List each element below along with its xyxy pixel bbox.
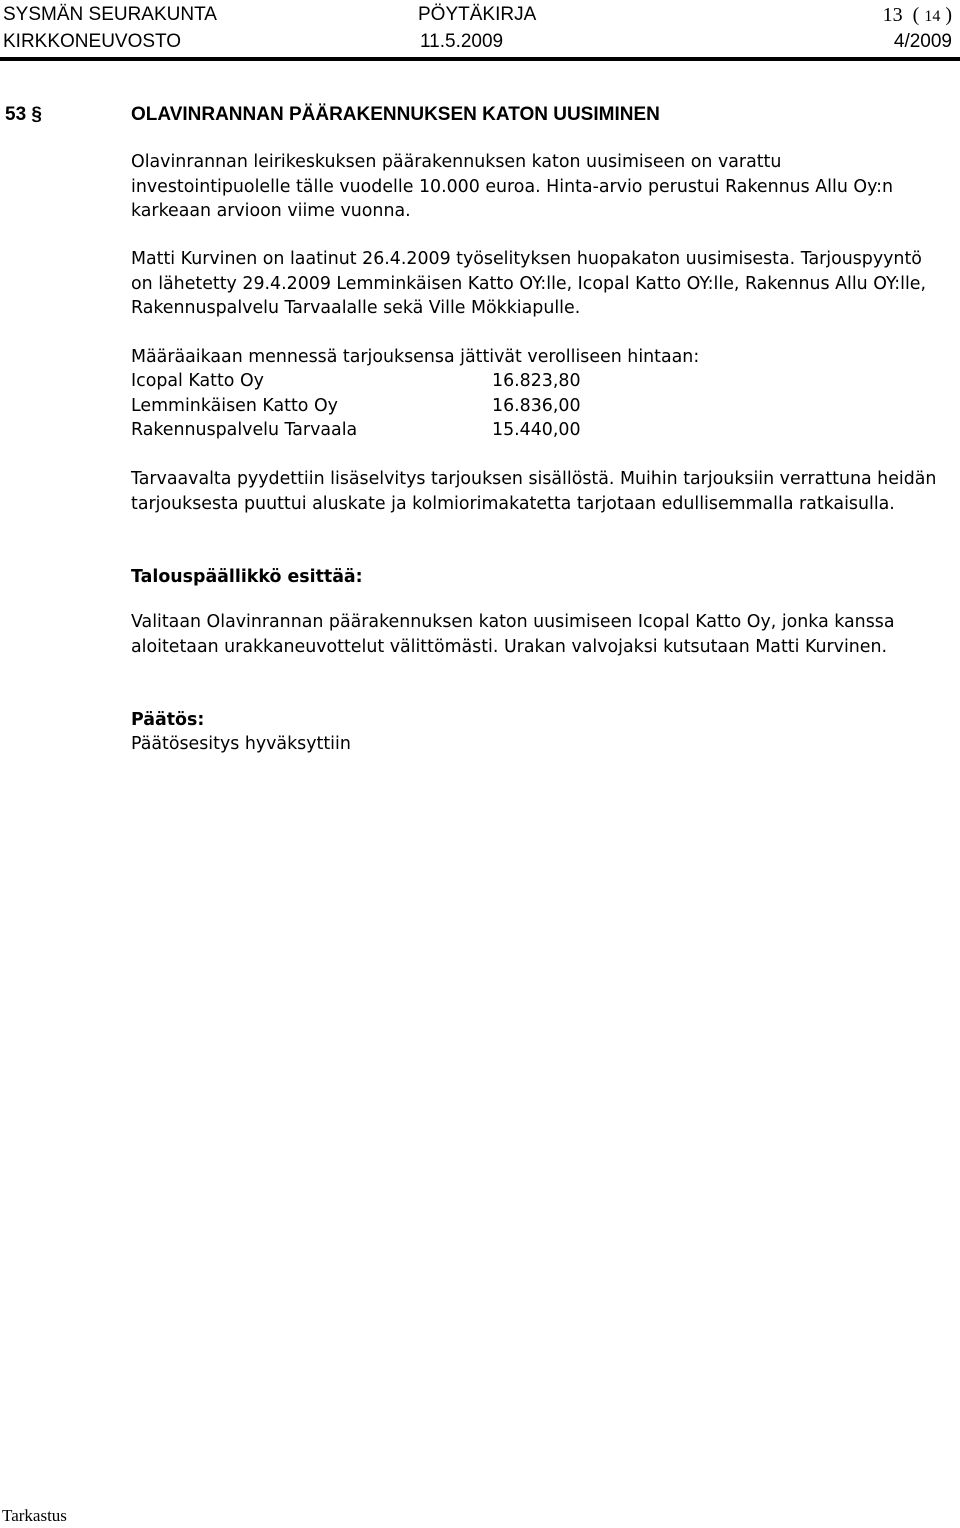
meeting-number: 4/2009 — [893, 31, 952, 52]
table-row — [131, 418, 581, 443]
proposal-text: Valitaan Olavinrannan päärakennuksen katon uusimiseen Icopal Katto Oy, jonka kanssa aloitetaan urakkaneuvottelut välittömästi. Urakan valvojaksi kutsutaan Matti Kurvinen. — [131, 612, 895, 657]
page-open-paren: ( — [912, 4, 920, 26]
header-date: 11.5.2009 — [420, 31, 504, 52]
decision-text: Päätösesitys hyväksyttiin — [131, 734, 351, 754]
page-total: 14 — [924, 8, 941, 25]
bid-price: 16.836,00 — [492, 395, 581, 416]
table-row — [131, 394, 581, 419]
section-number-value: 53 — [5, 104, 27, 125]
decision-heading: Päätös: — [131, 710, 205, 730]
header-divider — [0, 57, 960, 61]
bidder-name: Lemminkäisen Katto Oy — [131, 395, 338, 416]
header-doc-type: PÖYTÄKIRJA — [418, 4, 537, 25]
page-current: 13 — [882, 4, 903, 26]
paragraph-tender-request: Matti Kurvinen on laatinut 26.4.2009 työselityksen huopakaton uusimisesta. Tarjouspyyntö on lähetetty 29.4.2009 Lemminkäisen Katto OY:lle, Icopal Katto OY:lle, Rakennus Allu OY:lle, Rakennuspalvelu Tarvaalalle sekä Ville Mökkiapulle. — [131, 249, 927, 318]
footer-label: Tarkastus — [2, 1506, 67, 1525]
table-row — [131, 369, 581, 394]
section-number — [5, 103, 42, 127]
bid-price: 16.823,80 — [492, 371, 581, 391]
paragraph-budget: Olavinrannan leirikeskuksen päärakennuksen katon uusimiseen on varattu investointipuolelle tälle vuodelle 10.000 euroa. Hinta-arvio perustui Rakennus Allu Oy:n karkeaan arvioon viime vuonna. — [131, 152, 893, 221]
bids-table — [131, 369, 581, 443]
proposal-heading: Talouspäällikkö esittää: — [131, 567, 363, 587]
bidder-name: Icopal Katto Oy — [131, 371, 264, 391]
bidder-name: Rakennuspalvelu Tarvaala — [131, 420, 358, 440]
paragraph-bids-intro: Määräaikaan mennessä tarjouksensa jättivät verolliseen hintaan: — [131, 347, 700, 367]
header-body: KIRKKONEUVOSTO — [3, 31, 182, 52]
section-title: OLAVINRANNAN PÄÄRAKENNUKSEN KATON UUSIMINEN — [131, 104, 660, 125]
section-symbol: § — [31, 104, 42, 125]
paragraph-clarification: Tarvaavalta pyydettiin lisäselvitys tarjouksen sisällöstä. Muihin tarjouksiin verrattuna heidän tarjouksesta puuttui aluskate ja kolmiorimakatetta tarjotaan edullisemmalla ratkaisulla. — [131, 469, 937, 514]
page-close-paren: ) — [945, 4, 952, 26]
page-number — [883, 4, 952, 28]
bid-price: 15.440,00 — [492, 420, 581, 440]
header-org: SYSMÄN SEURAKUNTA — [3, 4, 217, 25]
